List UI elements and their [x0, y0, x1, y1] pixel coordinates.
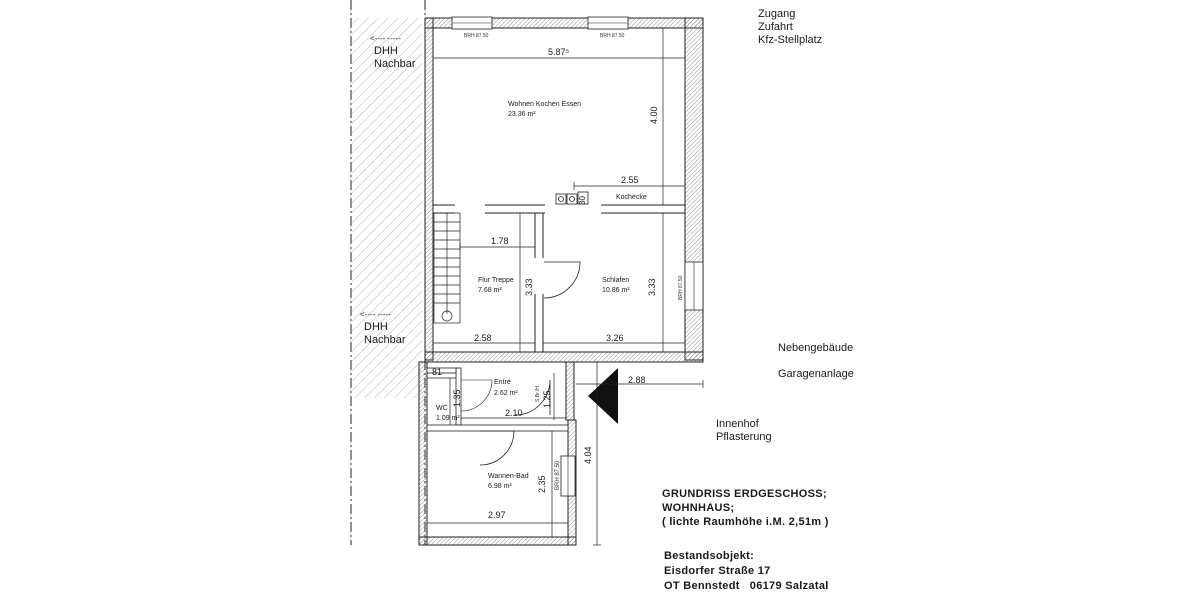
dim-entry-depth: 1.25 [542, 390, 552, 408]
object-place: OT Bennstedt 06179 Salzatal [664, 580, 829, 592]
room-bedroom-name: Schlafen [602, 277, 630, 284]
dim-wc-width: 81 [432, 367, 443, 377]
dim-bedroom-depth: 3.33 [647, 278, 657, 296]
dim-hall-depth: 3.33 [524, 278, 534, 296]
entry-door-note: S.Br./H [535, 386, 541, 402]
room-entry-area: 2.62 m² [494, 390, 518, 397]
courtyard-label: Innenhof [716, 418, 759, 430]
neighbor-bottom-line1: DHH [364, 321, 388, 333]
room-living-area: 23.36 m² [508, 111, 536, 118]
object-street: Eisdorfer Straße 17 [664, 565, 771, 577]
dim-kitchen-width: 2.55 [621, 175, 639, 185]
dim-bath-depth: 2.35 [537, 475, 547, 493]
room-wc-name: WC [436, 405, 448, 412]
brh-top-left: BRH 87.50 [464, 33, 489, 39]
brh-bath: BRH 87.50 [555, 460, 561, 490]
dim-living-width: 5.87⁵ [548, 47, 570, 57]
entrance-marker-icon [588, 368, 618, 424]
window-bedroom [685, 262, 703, 310]
room-bath-name: Wannen-Bad [488, 473, 529, 480]
dim-hall-width-top: 1.78 [491, 236, 509, 246]
doorway-hall-bedroom [534, 258, 544, 294]
window-bath [561, 456, 575, 496]
dim-annex-width: 2.88 [628, 375, 646, 385]
dim-living-depth: 4.00 [649, 106, 659, 124]
dim-annex-depth: 4.04 [583, 446, 593, 464]
door-swing-bath [480, 431, 514, 465]
driveway-label: Zufahrt [758, 21, 793, 33]
title-line2: WOHNHAUS; [662, 502, 735, 514]
room-living-name: Wohnen Kochen Essen [508, 101, 582, 108]
dim-hall-width-bottom: 2.58 [474, 333, 492, 343]
access-label: Zugang [758, 8, 796, 20]
dim-entry-width: 2.10 [505, 408, 523, 418]
doorway-living-hall [455, 204, 485, 214]
door-swing-wc [461, 380, 492, 411]
dim-bedroom-width: 3.26 [606, 333, 624, 343]
staircase [434, 213, 460, 323]
window-top-left [452, 17, 492, 29]
neighbor-bottom-line2: Nachbar [364, 334, 406, 346]
title-line3: ( lichte Raumhöhe i.M. 2,51m ) [662, 516, 829, 528]
room-hall-area: 7.68 m² [478, 287, 502, 294]
outbuilding-label: Nebengebäude [778, 342, 854, 354]
paving-label: Pflasterung [716, 431, 772, 443]
brh-top-right: BRH 87.50 [600, 33, 625, 39]
object-label: Bestandsobjekt: [664, 550, 755, 562]
brh-bedroom: BRH 87.50 [678, 275, 684, 300]
room-kitchen-name: Kochecke [616, 194, 647, 201]
doorway-living-kitchen [545, 204, 601, 214]
neighbor-bottom-arrow: <---- ----- [360, 310, 391, 319]
main-house-walls [425, 18, 703, 362]
room-hall-name: Flur Treppe [478, 277, 514, 284]
room-bedroom-area: 10.86 m² [602, 287, 630, 294]
dim-bath-width: 2.97 [488, 510, 506, 520]
door-swing-bedroom [544, 262, 580, 298]
room-bath-area: 6.98 m² [488, 483, 512, 490]
neighbor-top-arrow: <---- ----- [370, 34, 401, 43]
room-entry-name: Entré [494, 379, 511, 386]
title-line1: GRUNDRISS ERDGESCHOSS; [662, 488, 827, 500]
window-top-right [588, 17, 628, 29]
neighbor-top-line1: DHH [374, 45, 398, 57]
neighbor-top-line2: Nachbar [374, 58, 416, 70]
dim-wc-depth: 1.35 [452, 389, 462, 407]
parking-label: Kfz-Stellplatz [758, 34, 823, 46]
dim-kitchen-depth: 30 [578, 196, 587, 205]
garage-label: Garagenanlage [778, 368, 854, 380]
room-wc-area: 1.09 m² [436, 415, 460, 422]
